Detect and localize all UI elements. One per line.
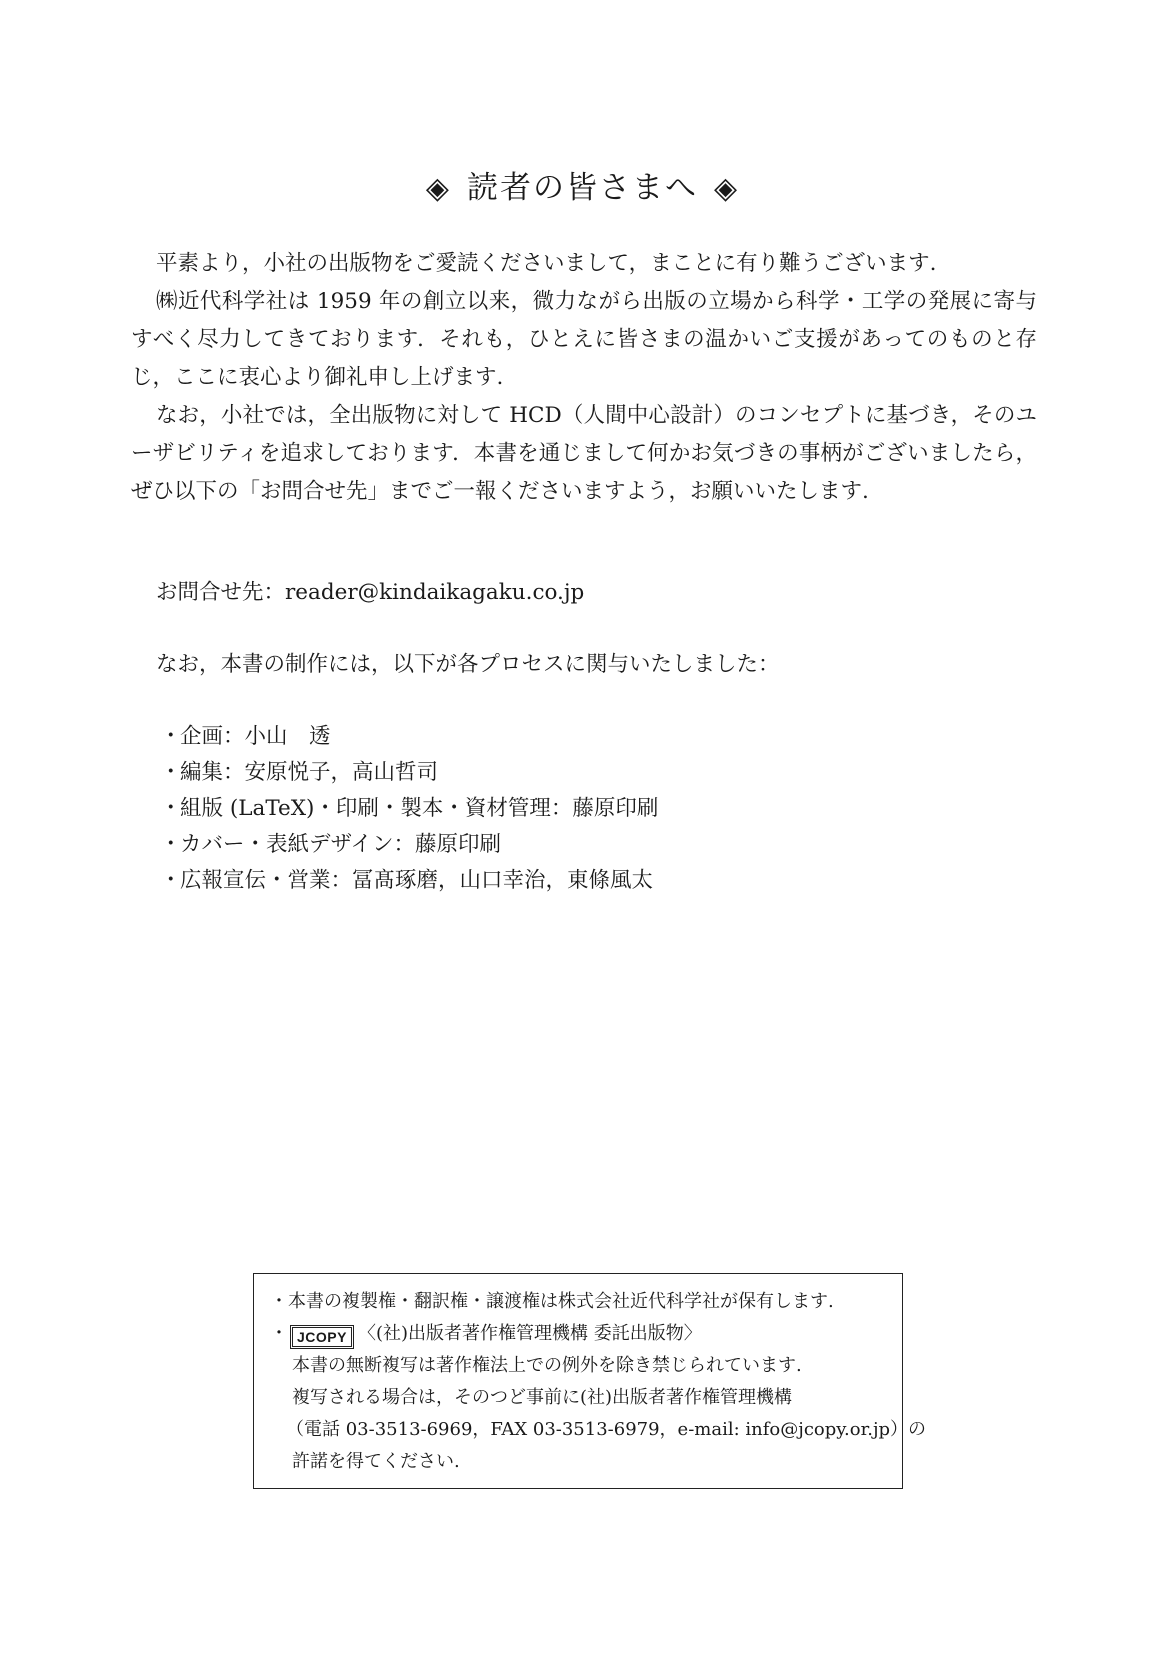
copyright-line: ・本書の複製権・翻訳権・譲渡権は株式会社近代科学社が保有します. <box>270 1291 834 1312</box>
credit-text: 組版 (LaTeX)・印刷・製本・資材管理：藤原印刷 <box>180 796 659 821</box>
list-item <box>160 719 658 755</box>
copyright-line: 複写される場合は，そのつど事前に(社)出版者著作権管理機構 <box>292 1387 793 1408</box>
copyright-notice-box <box>253 1273 927 1489</box>
list-item <box>160 827 658 863</box>
contact-label: お問合せ先： <box>156 580 286 605</box>
paragraph: 平素より，小社の出版物をご愛読くださいまして，まことに有り難うございます. <box>156 251 937 276</box>
credits-list <box>160 719 658 899</box>
credit-text: 広報宣伝・営業：冨髙琢磨，山口幸治，東條風太 <box>180 868 654 893</box>
diamond-ornament-icon: ◈ <box>714 171 740 206</box>
bullet: ・ <box>270 1323 288 1344</box>
contact-line <box>156 574 584 612</box>
jcopy-logo-icon: JCOPY <box>290 1325 354 1349</box>
credit-text: 企画：小山 透 <box>180 724 331 749</box>
bullet: ・ <box>160 760 182 785</box>
contact-email: reader@kindaikagaku.co.jp <box>285 580 585 605</box>
copyright-line: （電話 03-3513-6969，FAX 03-3513-6979，e-mail: info@jcopy.or.jp）の <box>286 1419 927 1440</box>
jcopy-text: 〈(社)出版者著作権管理機構 委託出版物〉 <box>357 1323 702 1344</box>
copyright-line: 許諾を得てください. <box>292 1451 460 1472</box>
list-item <box>160 755 658 791</box>
diamond-ornament-icon: ◈ <box>425 171 451 206</box>
paragraph: ㈱近代科学社は 1959 年の創立以来，微力ながら出版の立場から科学・工学の発展に寄与すべく尽力してきております．それも，ひとえに皆さまの温かいご支援があってのものと存じ，ここに衷心より御礼申し上げます. <box>131 289 1037 390</box>
bullet: ・ <box>160 724 182 749</box>
greeting-body <box>131 245 1037 511</box>
bullet: ・ <box>160 832 182 857</box>
title-text: 読者の皆さまへ <box>467 170 698 206</box>
credit-text: 編集：安原悦子，高山哲司 <box>180 760 439 785</box>
list-item <box>160 791 658 827</box>
page-title <box>0 166 1165 211</box>
credits-intro: なお，本書の制作には，以下が各プロセスに関与いたしました： <box>156 652 780 677</box>
credit-text: カバー・表紙デザイン：藤原印刷 <box>180 832 501 857</box>
copyright-line <box>270 1318 884 1350</box>
paragraph: なお，小社では，全出版物に対して HCD（人間中心設計）のコンセプトに基づき，そのユーザビリティを追求しております．本書を通じまして何かお気づきの事柄がございましたら，ぜひ以下の「お問合せ先」までご一報くださいますよう，お願いいたします. <box>131 403 1037 504</box>
bullet: ・ <box>160 868 182 893</box>
list-item <box>160 863 658 899</box>
copyright-line: 本書の無断複写は著作権法上での例外を除き禁じられています. <box>292 1355 802 1376</box>
bullet: ・ <box>160 796 182 821</box>
